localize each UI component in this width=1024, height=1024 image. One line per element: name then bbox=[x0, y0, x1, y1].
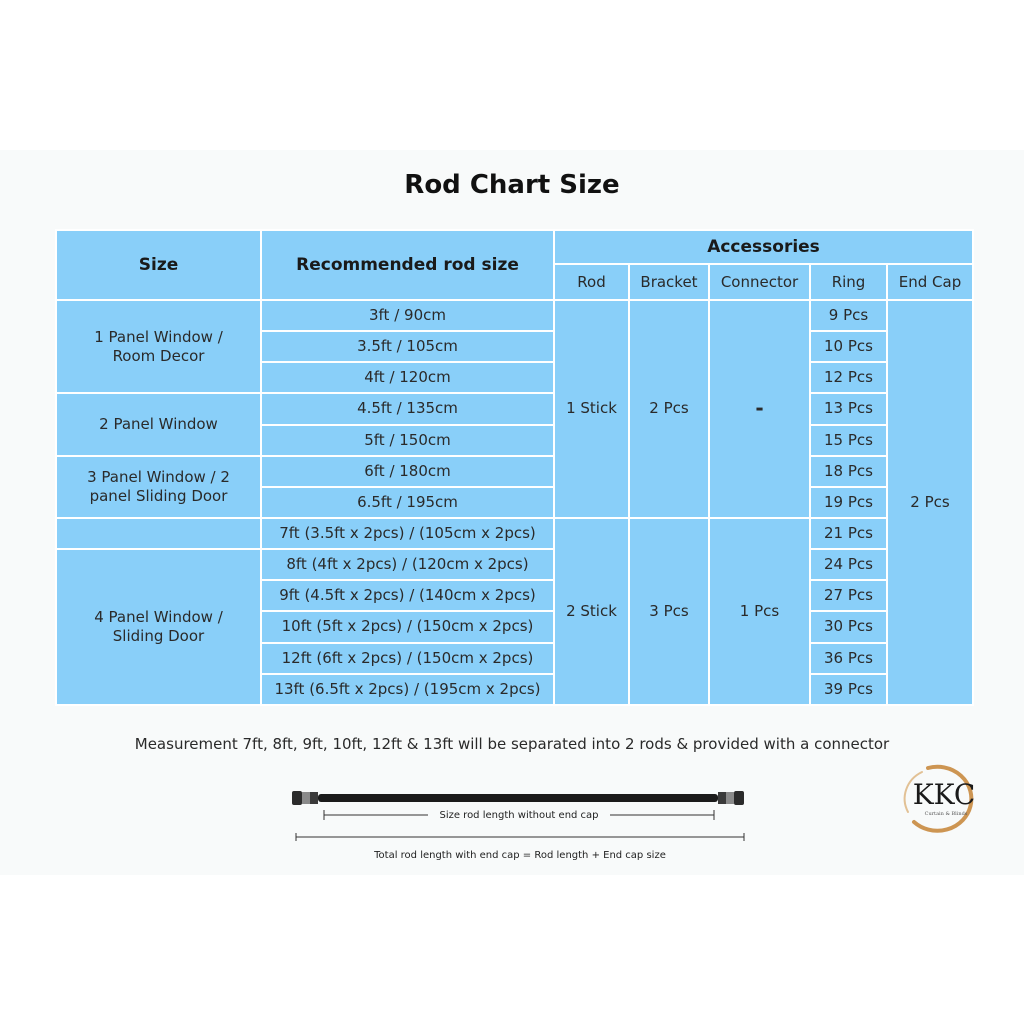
rod-cell: 1 Stick bbox=[554, 300, 629, 518]
group-cell: 2 Panel Window bbox=[56, 393, 261, 455]
rod-cell: 2 Stick bbox=[554, 518, 629, 705]
header-bracket: Bracket bbox=[629, 264, 709, 300]
size-cell: 10ft (5ft x 2pcs) / (150cm x 2pcs) bbox=[261, 611, 554, 642]
header-ring: Ring bbox=[810, 264, 887, 300]
header-end-cap: End Cap bbox=[887, 264, 973, 300]
size-cell: 9ft (4.5ft x 2pcs) / (140cm x 2pcs) bbox=[261, 580, 554, 611]
right-end-cap-icon bbox=[718, 791, 744, 805]
outer-measure-line bbox=[296, 833, 744, 841]
size-cell: 3ft / 90cm bbox=[261, 300, 554, 331]
logo-text: KKC bbox=[912, 778, 976, 811]
header-connector: Connector bbox=[709, 264, 810, 300]
size-cell: 12ft (6ft x 2pcs) / (150cm x 2pcs) bbox=[261, 643, 554, 674]
group-cell: 1 Panel Window / Room Decor bbox=[56, 300, 261, 393]
connector-cell: - bbox=[709, 300, 810, 518]
ring-cell: 21 Pcs bbox=[810, 518, 887, 549]
ring-cell: 36 Pcs bbox=[810, 643, 887, 674]
size-cell: 4ft / 120cm bbox=[261, 362, 554, 393]
rod-bar bbox=[318, 794, 718, 802]
header-size: Size bbox=[56, 230, 261, 300]
ring-cell: 13 Pcs bbox=[810, 393, 887, 424]
header-rod: Rod bbox=[554, 264, 629, 300]
ring-cell: 12 Pcs bbox=[810, 362, 887, 393]
kkc-logo bbox=[898, 760, 990, 835]
bracket-cell: 3 Pcs bbox=[629, 518, 709, 705]
connector-cell: 1 Pcs bbox=[709, 518, 810, 705]
size-cell: 8ft (4ft x 2pcs) / (120cm x 2pcs) bbox=[261, 549, 554, 580]
rod-diagram bbox=[290, 782, 750, 872]
size-cell: 7ft (3.5ft x 2pcs) / (105cm x 2pcs) bbox=[261, 518, 554, 549]
table-row bbox=[56, 300, 973, 331]
ring-cell: 24 Pcs bbox=[810, 549, 887, 580]
header-accessories: Accessories bbox=[554, 230, 973, 264]
size-cell: 4.5ft / 135cm bbox=[261, 393, 554, 424]
group-cell: 3 Panel Window / 2 panel Sliding Door bbox=[56, 456, 261, 518]
size-cell: 5ft / 150cm bbox=[261, 425, 554, 456]
inner-measure-label: Size rod length without end cap bbox=[439, 810, 599, 821]
size-cell: 3.5ft / 105cm bbox=[261, 331, 554, 362]
ring-cell: 27 Pcs bbox=[810, 580, 887, 611]
header-recommended: Recommended rod size bbox=[261, 230, 554, 300]
table-row bbox=[56, 518, 973, 549]
outer-measure-label: Total rod length with end cap = Rod length + End cap size bbox=[374, 850, 666, 861]
ring-cell: 9 Pcs bbox=[810, 300, 887, 331]
rod-size-table bbox=[55, 229, 974, 706]
size-cell: 13ft (6.5ft x 2pcs) / (195cm x 2pcs) bbox=[261, 674, 554, 705]
logo-tagline: Curtain & Blinds bbox=[924, 811, 968, 817]
bracket-cell: 2 Pcs bbox=[629, 300, 709, 518]
ring-cell: 15 Pcs bbox=[810, 425, 887, 456]
measurement-note: Measurement 7ft, 8ft, 9ft, 10ft, 12ft & 13ft will be separated into 2 rods & provided with a connector bbox=[134, 735, 890, 753]
group-cell-empty bbox=[56, 518, 261, 549]
page-title: Rod Chart Size bbox=[404, 170, 620, 200]
table-row bbox=[56, 393, 973, 424]
table-row bbox=[56, 549, 973, 580]
end-cap-cell: 2 Pcs bbox=[887, 300, 973, 705]
left-end-cap-icon bbox=[292, 791, 318, 805]
size-cell: 6.5ft / 195cm bbox=[261, 487, 554, 518]
ring-cell: 19 Pcs bbox=[810, 487, 887, 518]
group-cell: 4 Panel Window / Sliding Door bbox=[56, 549, 261, 705]
size-cell: 6ft / 180cm bbox=[261, 456, 554, 487]
ring-cell: 18 Pcs bbox=[810, 456, 887, 487]
table-row bbox=[56, 456, 973, 487]
ring-cell: 30 Pcs bbox=[810, 611, 887, 642]
ring-cell: 39 Pcs bbox=[810, 674, 887, 705]
ring-cell: 10 Pcs bbox=[810, 331, 887, 362]
